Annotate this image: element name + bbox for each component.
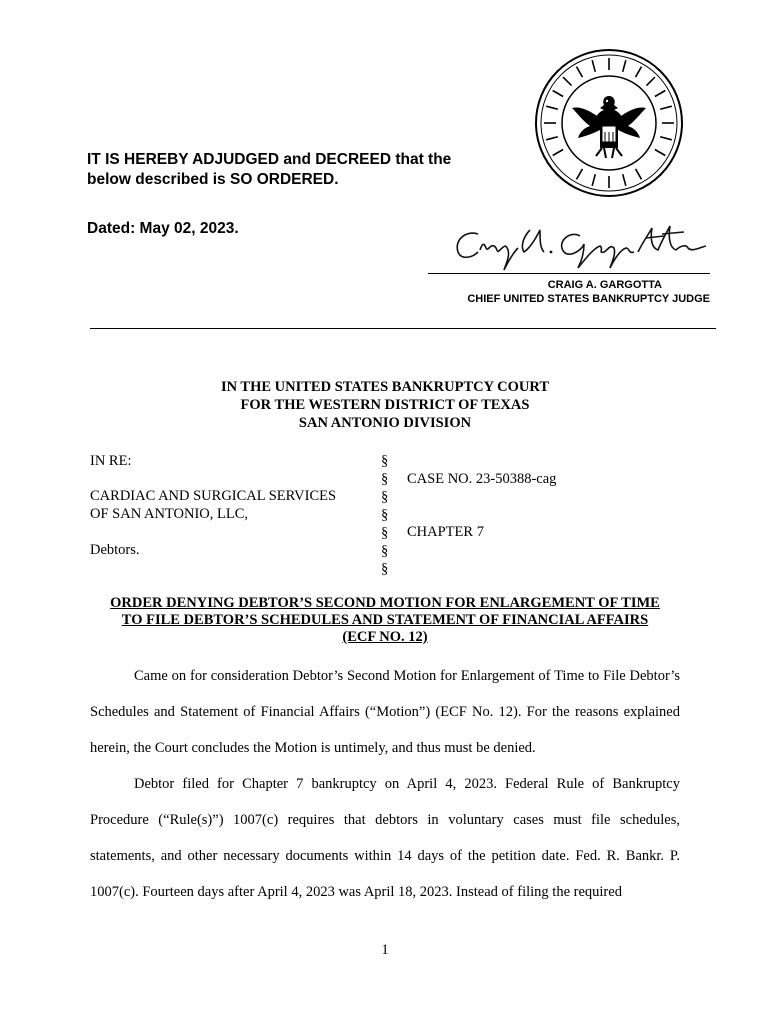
section-symbol-column [381, 452, 388, 578]
signature-line [428, 273, 710, 274]
order-title-line-2: TO FILE DEBTOR’S SCHEDULES AND STATEMENT OF FINANCIAL AFFAIRS [121, 612, 649, 628]
section-symbol: § [381, 453, 389, 469]
page-number: 1 [381, 942, 389, 958]
section-symbol: § [381, 525, 389, 541]
body-paragraph-1: Came on for consideration Debtor’s Second Motion for Enlargement of Time to File Debtor’s Schedules and Statement of Financial Affairs (“Motion”) (ECF No. 12). For the reasons explained herein, the Court concludes the Motion is untimely, and thus must be denied. [90, 668, 680, 756]
court-seal-icon [534, 48, 684, 198]
section-symbol: § [381, 543, 389, 559]
dated-line: Dated: May 02, 2023. [87, 220, 239, 237]
adjudged-line-2: below described is SO ORDERED. [87, 171, 339, 188]
debtor-name-line-2: OF SAN ANTONIO, LLC, [90, 506, 249, 522]
judge-name: CRAIG A. GARGOTTA [547, 279, 662, 291]
section-symbol: § [381, 471, 389, 487]
section-symbol: § [381, 507, 389, 523]
order-body [90, 658, 680, 910]
case-number: CASE NO. 23-50388-cag [407, 471, 557, 487]
in-re-label: IN RE: [90, 453, 132, 469]
order-title [90, 595, 680, 646]
judge-signature-icon [448, 222, 710, 272]
debtor-name-line-1: CARDIAC AND SURGICAL SERVICES [90, 488, 337, 504]
order-title-line-3: (ECF NO. 12) [342, 629, 428, 645]
section-symbol: § [381, 489, 389, 505]
adjudged-statement [87, 150, 507, 190]
section-symbol: § [381, 561, 389, 577]
adjudged-line-1: IT IS HEREBY ADJUDGED and DECREED that the [87, 151, 452, 168]
judge-title: CHIEF UNITED STATES BANKRUPTCY JUDGE [467, 293, 710, 305]
chapter-label: CHAPTER 7 [407, 524, 484, 540]
debtors-label: Debtors. [90, 542, 140, 558]
court-line-1: IN THE UNITED STATES BANKRUPTCY COURT [220, 379, 550, 395]
debtor-name [90, 487, 336, 523]
court-line-2: FOR THE WESTERN DISTRICT OF TEXAS [240, 397, 530, 413]
court-line-3: SAN ANTONIO DIVISION [298, 415, 472, 431]
header-divider [90, 328, 716, 329]
body-paragraph-2: Debtor filed for Chapter 7 bankruptcy on April 4, 2023. Federal Rule of Bankruptcy Procedure (“Rule(s)”) 1007(c) requires that debtors in voluntary cases must file schedules, statements, and other necessary documents within 14 days of the petition date. Fed. R. Bankr. P. 1007(c). Fourteen days after April 4, 2023 was April 18, 2023. Instead of filing the required [90, 776, 680, 900]
order-title-line-1: ORDER DENYING DEBTOR’S SECOND MOTION FOR ENLARGEMENT OF TIME [110, 595, 660, 611]
court-heading [90, 378, 680, 432]
